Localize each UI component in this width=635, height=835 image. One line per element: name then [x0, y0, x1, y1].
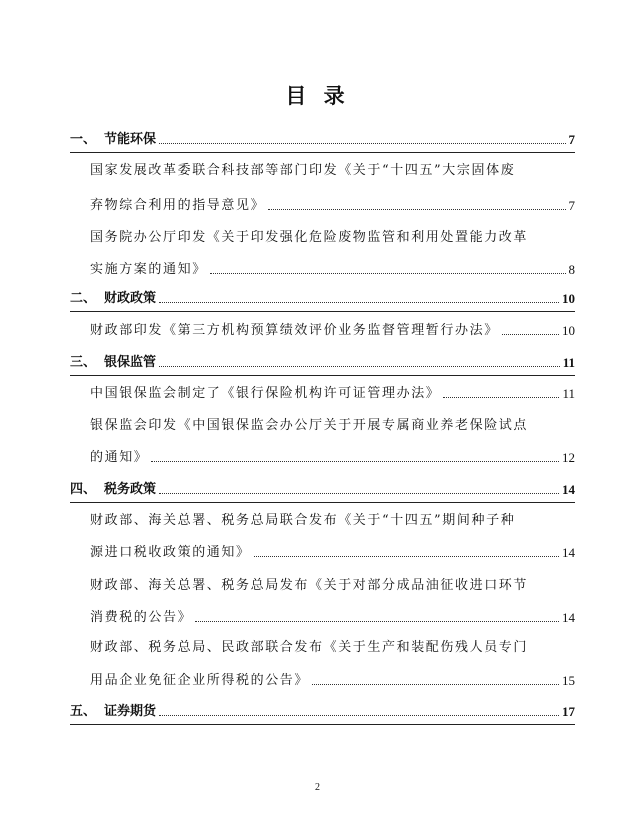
section-title: 税务政策 — [104, 482, 157, 497]
toc-entry[interactable] — [90, 262, 575, 278]
entry-text: 财政部印发《第三方机构预算绩效评价业务监督管理暂行办法》 — [90, 323, 499, 338]
page-number: 2 — [315, 782, 320, 793]
toc-section-1[interactable] — [70, 132, 575, 148]
section-page-number: 17 — [562, 704, 575, 719]
entry-page-number: 14 — [562, 610, 575, 625]
dot-leader — [151, 460, 559, 462]
entry-page-number: 8 — [568, 262, 575, 277]
entry-text: 财政部、海关总署、税务总局发布《关于对部分成品油征收进口环节 — [90, 578, 529, 593]
toc-entry[interactable] — [90, 386, 575, 402]
toc-entry-continued[interactable] — [90, 418, 575, 434]
entry-text: 用品企业免征企业所得税的公告》 — [90, 673, 310, 688]
toc-entry[interactable] — [90, 198, 575, 214]
entry-text: 财政部、海关总署、税务总局联合发布《关于“十四五”期间种子种 — [90, 513, 516, 528]
entry-page-number: 14 — [562, 545, 575, 560]
toc-entry[interactable] — [90, 450, 575, 466]
entry-page-number: 12 — [562, 450, 575, 465]
toc-entry-continued[interactable] — [90, 513, 575, 529]
section-title: 银保监管 — [104, 355, 157, 370]
toc-section-2[interactable] — [70, 291, 575, 307]
entry-text: 国务院办公厅印发《关于印发强化危险废物监管和利用处置能力改革 — [90, 230, 529, 245]
dot-leader — [312, 683, 559, 685]
dot-leader — [502, 333, 559, 335]
toc-entry[interactable] — [90, 545, 575, 561]
section-divider — [70, 724, 575, 725]
section-number: 一、 — [70, 132, 97, 147]
toc-section-4[interactable] — [70, 482, 575, 498]
toc-entry-continued[interactable] — [90, 640, 575, 656]
dot-leader — [159, 714, 559, 716]
section-divider — [70, 502, 575, 503]
entry-text: 国家发展改革委联合科技部等部门印发《关于“十四五”大宗固体废 — [90, 163, 516, 178]
section-page-number: 7 — [568, 132, 575, 147]
entry-text: 实施方案的通知》 — [90, 262, 207, 277]
section-title: 财政政策 — [104, 291, 157, 306]
dot-leader — [195, 620, 559, 622]
entry-text: 财政部、税务总局、民政部联合发布《关于生产和装配伤残人员专门 — [90, 640, 529, 655]
toc-entry-continued[interactable] — [90, 163, 575, 179]
section-page-number: 10 — [562, 291, 575, 306]
toc-entry-continued[interactable] — [90, 578, 575, 594]
entry-text: 源进口税收政策的通知》 — [90, 545, 251, 560]
dot-leader — [159, 365, 560, 367]
toc-entry[interactable] — [90, 323, 575, 339]
dot-leader — [254, 555, 559, 557]
section-page-number: 14 — [562, 482, 575, 497]
entry-page-number: 7 — [568, 198, 575, 213]
entry-text: 消费税的公告》 — [90, 610, 193, 625]
toc-entry-continued[interactable] — [90, 230, 575, 246]
section-divider — [70, 375, 575, 376]
entry-text: 中国银保监会制定了《银行保险机构许可证管理办法》 — [90, 386, 441, 401]
dot-leader — [443, 396, 559, 398]
dot-leader — [159, 142, 565, 144]
section-title: 证券期货 — [104, 704, 157, 719]
dot-leader — [210, 272, 566, 274]
section-divider — [70, 152, 575, 153]
toc-section-5[interactable] — [70, 704, 575, 720]
section-title: 节能环保 — [104, 132, 157, 147]
entry-text: 的通知》 — [90, 450, 149, 465]
section-number: 三、 — [70, 355, 97, 370]
entry-text: 银保监会印发《中国银保监会办公厅关于开展专属商业养老保险试点 — [90, 418, 529, 433]
section-number: 二、 — [70, 291, 97, 306]
entry-page-number: 15 — [562, 673, 575, 688]
entry-page-number: 11 — [562, 386, 575, 401]
dot-leader — [159, 492, 559, 494]
section-number: 五、 — [70, 704, 97, 719]
entry-text: 弃物综合利用的指导意见》 — [90, 198, 266, 213]
section-number: 四、 — [70, 482, 97, 497]
dot-leader — [159, 301, 559, 303]
section-page-number: 11 — [562, 355, 575, 370]
entry-page-number: 10 — [562, 323, 575, 338]
section-divider — [70, 311, 575, 312]
page-title: 目 录 — [285, 84, 350, 108]
toc-section-3[interactable] — [70, 355, 575, 371]
toc-entry[interactable] — [90, 673, 575, 689]
dot-leader — [268, 208, 565, 210]
toc-entry[interactable] — [90, 610, 575, 626]
